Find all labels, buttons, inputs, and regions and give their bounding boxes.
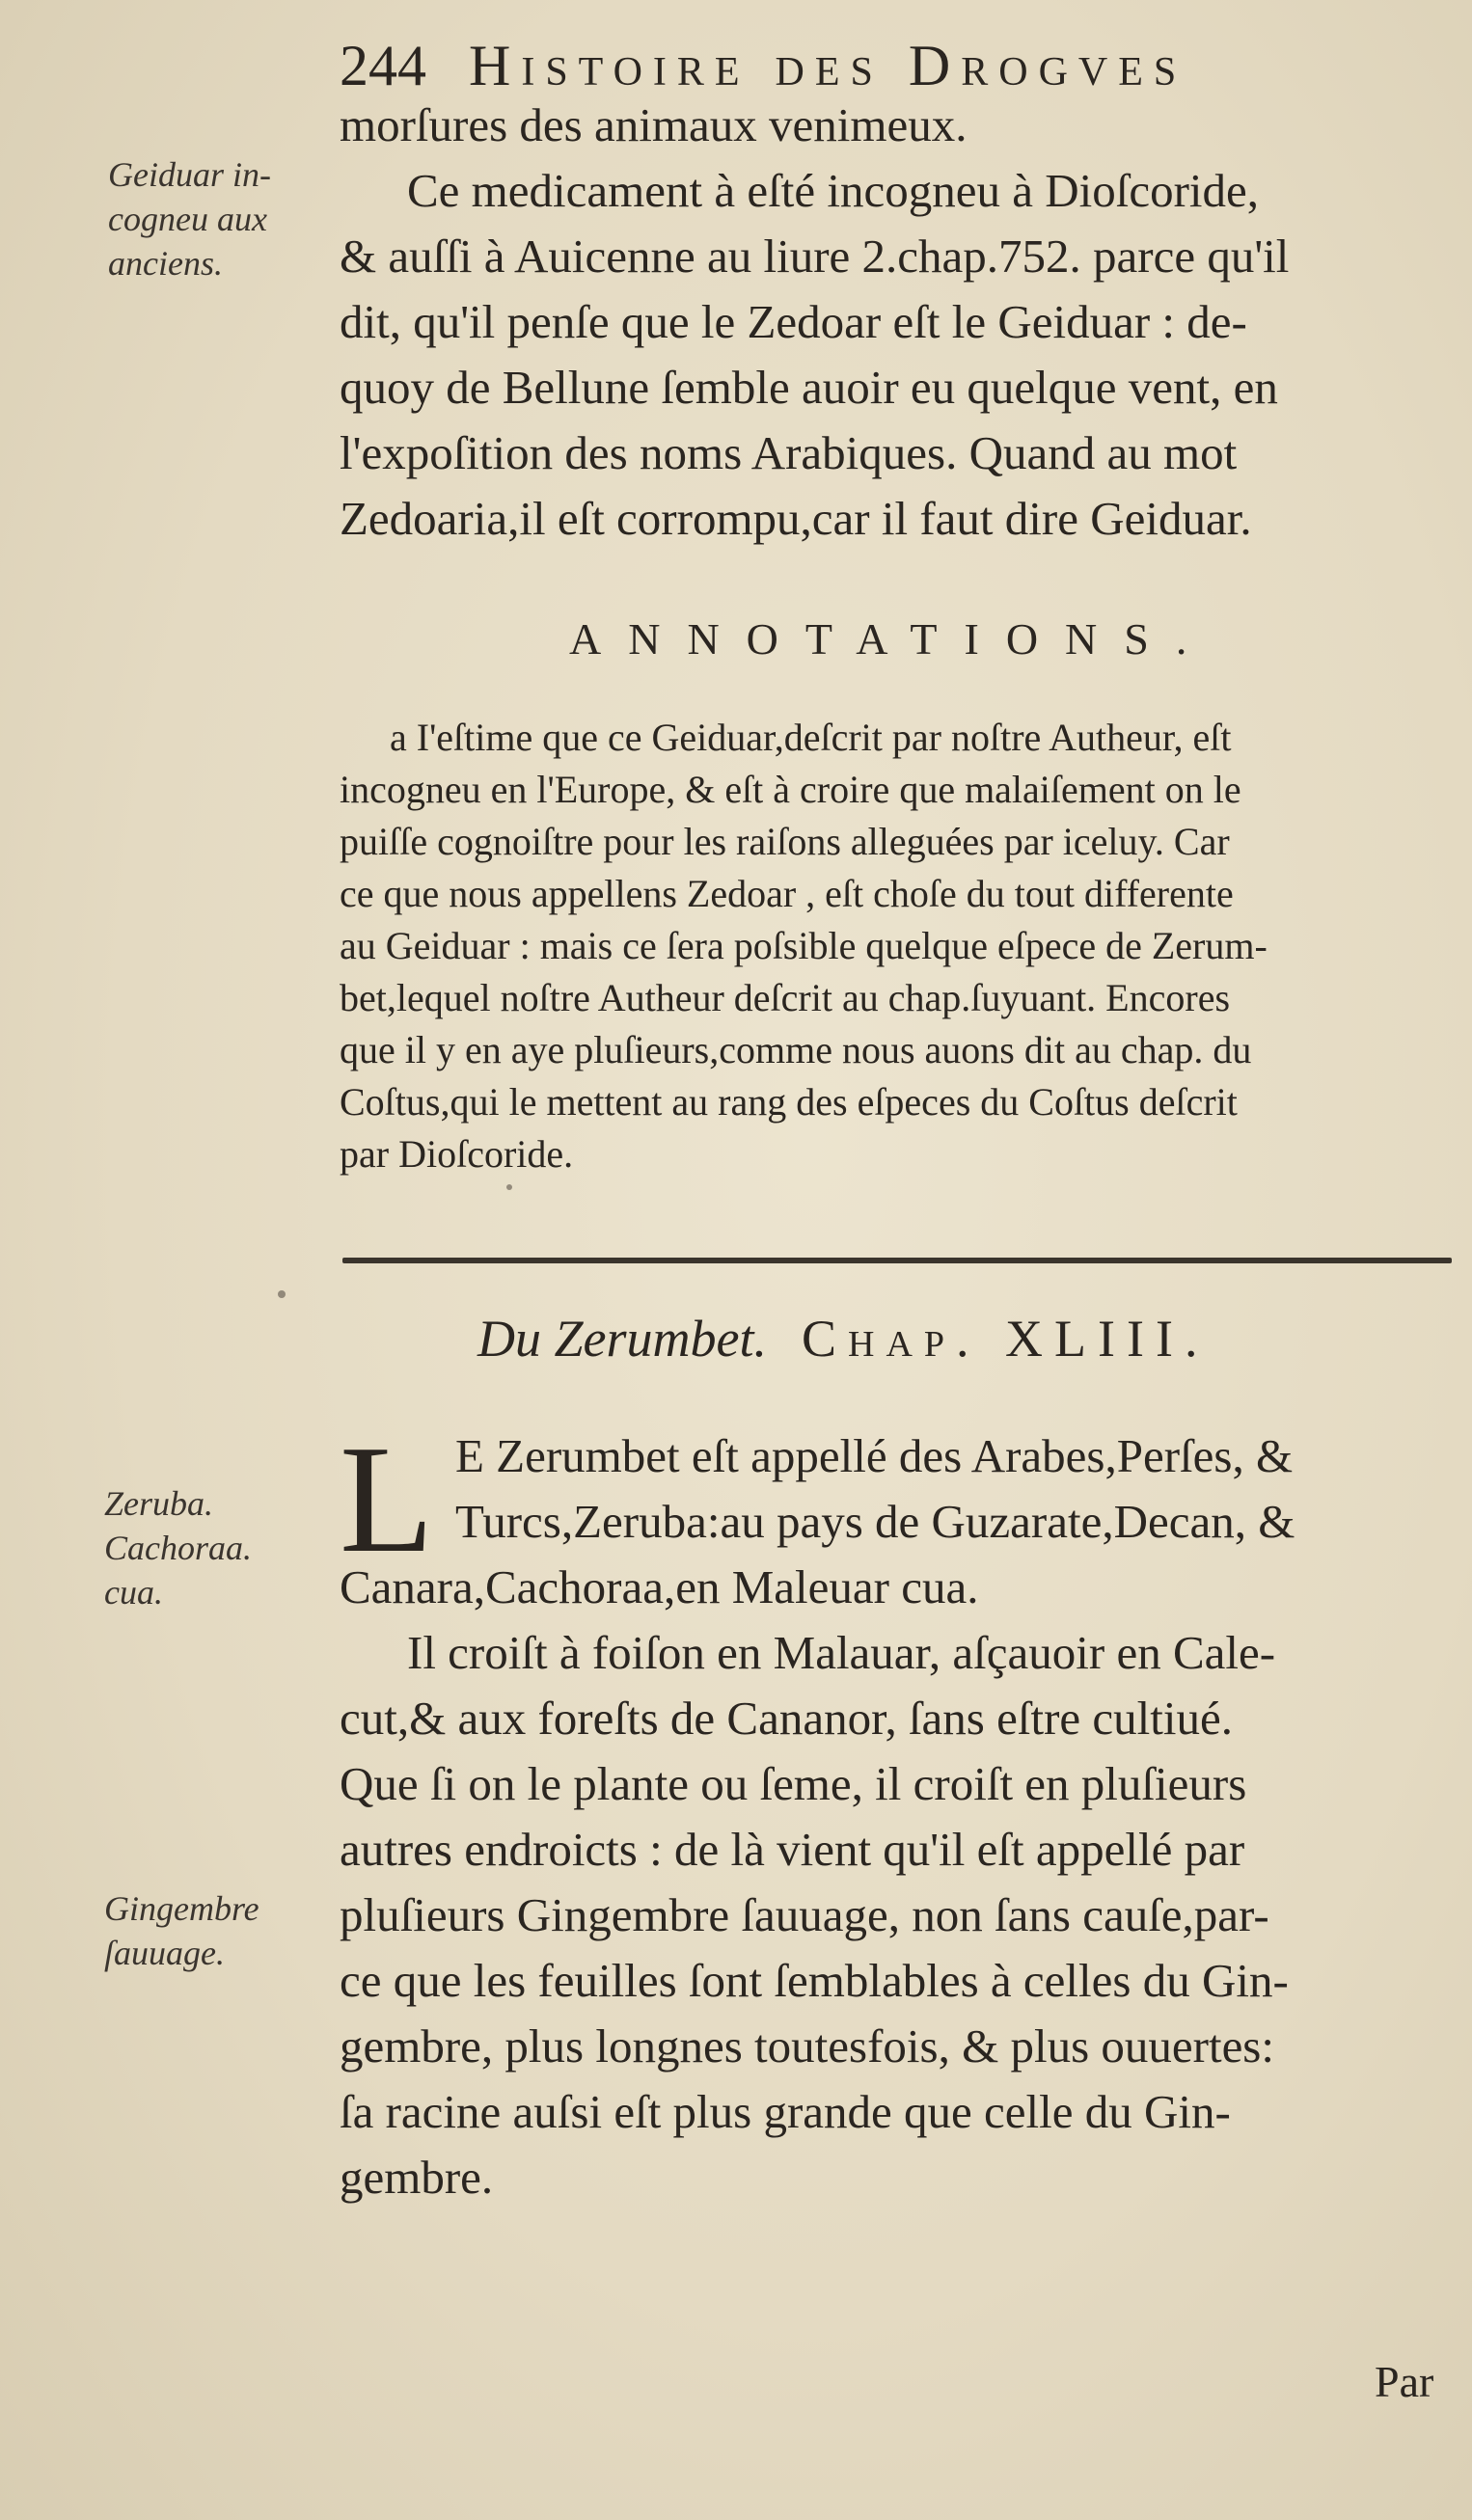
- chapter-title: Du Zerumbet.: [477, 1310, 767, 1368]
- text-line: ce que nous appellens Zedoar , eſt choſe du tout differente: [340, 872, 1234, 915]
- text-line: & auſſi à Auicenne au liure 2.chap.752. parce qu'il: [340, 230, 1290, 283]
- text-line: Il croiſt à foiſon en Malauar, aſçauoir en Cale-: [407, 1626, 1276, 1679]
- text-line: Canara,Cachoraa,en Maleuar cua.: [340, 1560, 979, 1613]
- margin-line: ſauuage.: [104, 1934, 225, 1972]
- text-line: a I'eſtime que ce Geiduar,deſcrit par noſtre Autheur, eſt: [390, 716, 1232, 759]
- text-line: puiſſe cognoiſtre pour les raiſons alleguées par iceluy. Car: [340, 820, 1230, 863]
- paragraph-1: [340, 93, 1454, 552]
- page-number: 244: [340, 34, 426, 97]
- margin-note-gingembre: [104, 1886, 259, 1975]
- text-line: pluſieurs Gingembre ſauuage, non ſans cauſe,par-: [340, 1888, 1269, 1941]
- text-line: incogneu en l'Europe, & eſt à croire que malaiſement on le: [340, 768, 1241, 811]
- margin-note-names: [104, 1481, 252, 1614]
- text-line: par Dioſcoride.: [340, 1132, 574, 1176]
- text-line: ce que les feuilles ſont ſemblables à celles du Gin-: [340, 1954, 1289, 2007]
- text-line: gembre, plus longnes toutesfois, & plus ouuertes:: [340, 2019, 1274, 2073]
- text-line: dit, qu'il penſe que le Zedoar eſt le Geiduar : de-: [340, 295, 1247, 348]
- text-line: Coſtus,qui le mettent au rang des eſpeces du Coſtus deſcrit: [340, 1080, 1238, 1124]
- chapter-heading: [477, 1302, 1209, 1375]
- text-line: Turcs,Zeruba:au pays de Guzarate,Decan, &: [455, 1495, 1295, 1548]
- text-line: Zedoaria,il eſt corrompu,car il faut dire Geiduar.: [340, 492, 1252, 545]
- ink-spot: [506, 1184, 512, 1190]
- text-line: bet,lequel noſtre Autheur deſcrit au chap.ſuyuant. Encores: [340, 976, 1231, 1019]
- text-line: E Zerumbet eſt appellé des Arabes,Perſes, &: [455, 1429, 1294, 1482]
- text-line: morſures des animaux venimeux.: [340, 98, 968, 151]
- paragraph-2: [455, 1423, 1454, 1555]
- annotations-heading: ANNOTATIONS.: [569, 614, 1214, 664]
- margin-line: anciens.: [108, 244, 223, 283]
- running-title: Histoire des Drogves: [469, 34, 1187, 97]
- margin-line: Cachoraa.: [104, 1529, 252, 1567]
- paragraph-2-cont: [340, 1555, 1454, 1620]
- drop-cap: L: [340, 1413, 434, 1585]
- text-line: au Geiduar : mais ce ſera poſsible quelque eſpece de Zerum-: [340, 924, 1268, 967]
- text-line: ſa racine auſsi eſt plus grande que celle du Gin-: [340, 2085, 1231, 2138]
- margin-line: Gingembre: [104, 1889, 259, 1928]
- text-line: Que ſi on le plante ou ſeme, il croiſt en pluſieurs: [340, 1757, 1247, 1810]
- text-line: quoy de Bellune ſemble auoir eu quelque vent, en: [340, 361, 1278, 414]
- text-line: que il y en aye pluſieurs,comme nous auons dit au chap. du: [340, 1028, 1252, 1071]
- margin-note-geiduar: [108, 152, 271, 285]
- margin-line: cua.: [104, 1573, 163, 1612]
- catchword: Par: [1375, 2357, 1434, 2406]
- ink-spot: [278, 1290, 286, 1298]
- text-line: Ce medicament à eſté incogneu à Dioſcoride,: [407, 164, 1260, 217]
- paragraph-3: [340, 1620, 1454, 2210]
- text-line: cut,& aux foreſts de Cananor, ſans eſtre cultiué.: [340, 1692, 1233, 1745]
- margin-line: cogneu aux: [108, 200, 267, 238]
- section-rule: [342, 1258, 1452, 1263]
- annotation-text: [340, 712, 1454, 1180]
- text-line: autres endroicts : de là vient qu'il eſt appellé par: [340, 1823, 1245, 1876]
- text-line: gembre.: [340, 2151, 494, 2204]
- chapter-number: Chap. XLIII.: [801, 1310, 1210, 1368]
- text-line: l'expoſition des noms Arabiques. Quand au mot: [340, 426, 1238, 479]
- margin-line: Geiduar in-: [108, 155, 271, 194]
- margin-line: Zeruba.: [104, 1484, 214, 1523]
